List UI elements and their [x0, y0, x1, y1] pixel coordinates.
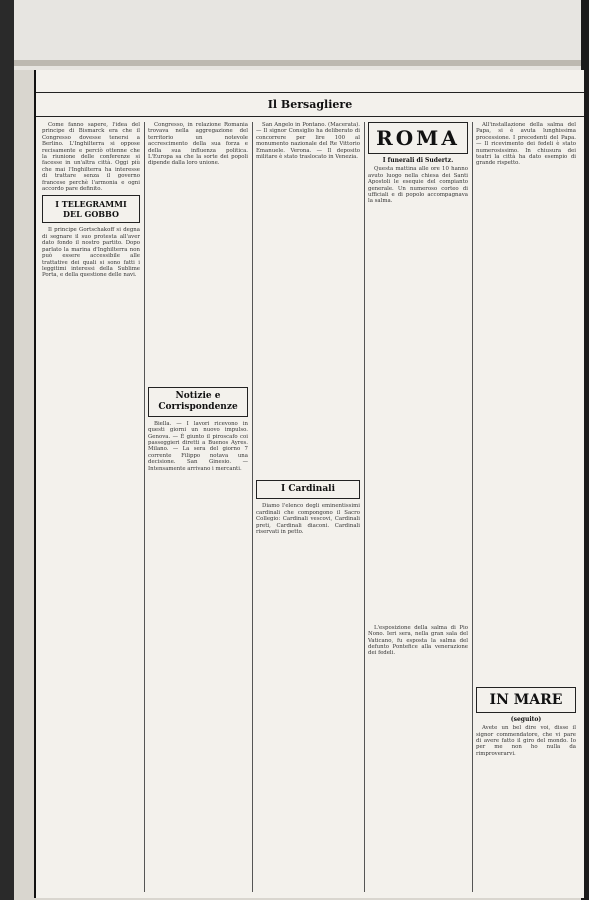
scan-left-binding: [0, 0, 14, 900]
page-edge-shadow: [8, 60, 581, 66]
column-2-text-bottom: Biella. — I lavori ricevono in questi giorni un nuovo impulso. Genova. — È giunto il piroscafo coi passeggieri diretti a Buenos Ayres. Milano. — La sera del giorno 7 corrente Filippo notava una decisione. San Ginesio. — Intensamente arrivano i mercanti.: [148, 420, 248, 472]
column-4: [368, 122, 468, 892]
newspaper-page: [34, 70, 584, 898]
column-3-heading: I Cardinali: [256, 480, 360, 499]
column-5-subheading: (seguito): [510, 715, 542, 723]
column-divider: [364, 122, 365, 892]
column-3-text-top: San Angelo in Pontano. (Macerata). — Il signor Consiglio ha deliberato di concorrere per lire 100 al monumento nazionale del Re Vittorio Emanuele. Verona. — Il deposito militare è stato traslocato in Venezia.: [256, 122, 360, 161]
column-1: [42, 122, 140, 892]
column-5-text-top: All'installazione della salma del Papa, si è avuta lunghissima processione. I precedenti del Papa. — Il ricevimento dei fedeli è stato numerosissimo. In chiusura dei teatri la città ha dato esempio di grande rispetto.: [476, 122, 576, 167]
masthead-title: Il Bersagliere: [267, 98, 353, 111]
column-4-text-top: Questa mattina alle ore 10 hanno avuto luogo nella chiesa dei Santi Apostoli le esequie del compianto generale. Un numeroso corteo di ufficiali e di popolo accompagnava la salma.: [368, 166, 468, 205]
column-divider: [144, 122, 145, 892]
column-2-text-top: Congresso, in relazione Romania trovava nella aggregazione del territorio un notevole accrescimento della sua forza e della sua influenza politica. L'Europa sa che la sorte dei popoli dipende dalla loro unione.: [148, 122, 248, 167]
column-5: [476, 122, 576, 892]
masthead-rule-top: [36, 92, 584, 93]
column-2-heading: Notizie e Corrispondenze: [148, 387, 248, 417]
column-1-heading: I TELEGRAMMI DEL GOBBO: [42, 195, 140, 223]
column-5-heading: IN MARE: [476, 687, 576, 713]
column-2: [148, 122, 248, 892]
column-4-heading: ROMA: [368, 122, 468, 154]
column-1-text-bottom: Il principe Gortschakoff si degna di segnare il suo protesta all'aver dato fondo il nostro partito. Dopo parlato la marina d'Inghilterra non può essere accessibile alle trattative dei quali si sono fatti i leggitimi interessi della Sublime Porta, e della questione delle navi.: [42, 227, 140, 279]
column-divider: [472, 122, 473, 892]
column-4-text-bottom: L'esposizione della salma di Pio Nono. Ieri sera, nella gran sala del Vaticano, fu esposta la salma del defunto Pontefice alla venerazione dei fedeli.: [368, 624, 468, 657]
column-4-subheading: I funerali di Sudertz.: [382, 157, 454, 164]
column-3-text-bottom: Diamo l'elenco degli eminentissimi cardinali che compongono il Sacro Collegio: Cardinali vescovi, Cardinali preti, Cardinali diaconi. Cardinali riservati in petto.: [256, 503, 360, 536]
column-5-text-bottom: Avete un bel dire voi, disse il signor commendatore, che vi pare di avere fatto il giro del mondo. Io per me non ho nulla da rimproverarvi.: [476, 725, 576, 757]
scan-top-margin: [0, 0, 589, 70]
column-3: [256, 122, 360, 892]
column-1-text-top: Come fanno sapere, l'idea del principe di Bismarck era che il Congresso dovesse tenersi a Berlino. L'Inghilterra si oppose recisamente e perciò ottenne che la riunione delle conferenze si facesse in un'altra città. Oggi più che mai l'Inghilterra ha interesse di trattare senza il governo francese perchè l'armonia e ogni accordo pare definito.: [42, 122, 140, 193]
masthead-rule-bottom: [36, 116, 584, 117]
column-divider: [252, 122, 253, 892]
